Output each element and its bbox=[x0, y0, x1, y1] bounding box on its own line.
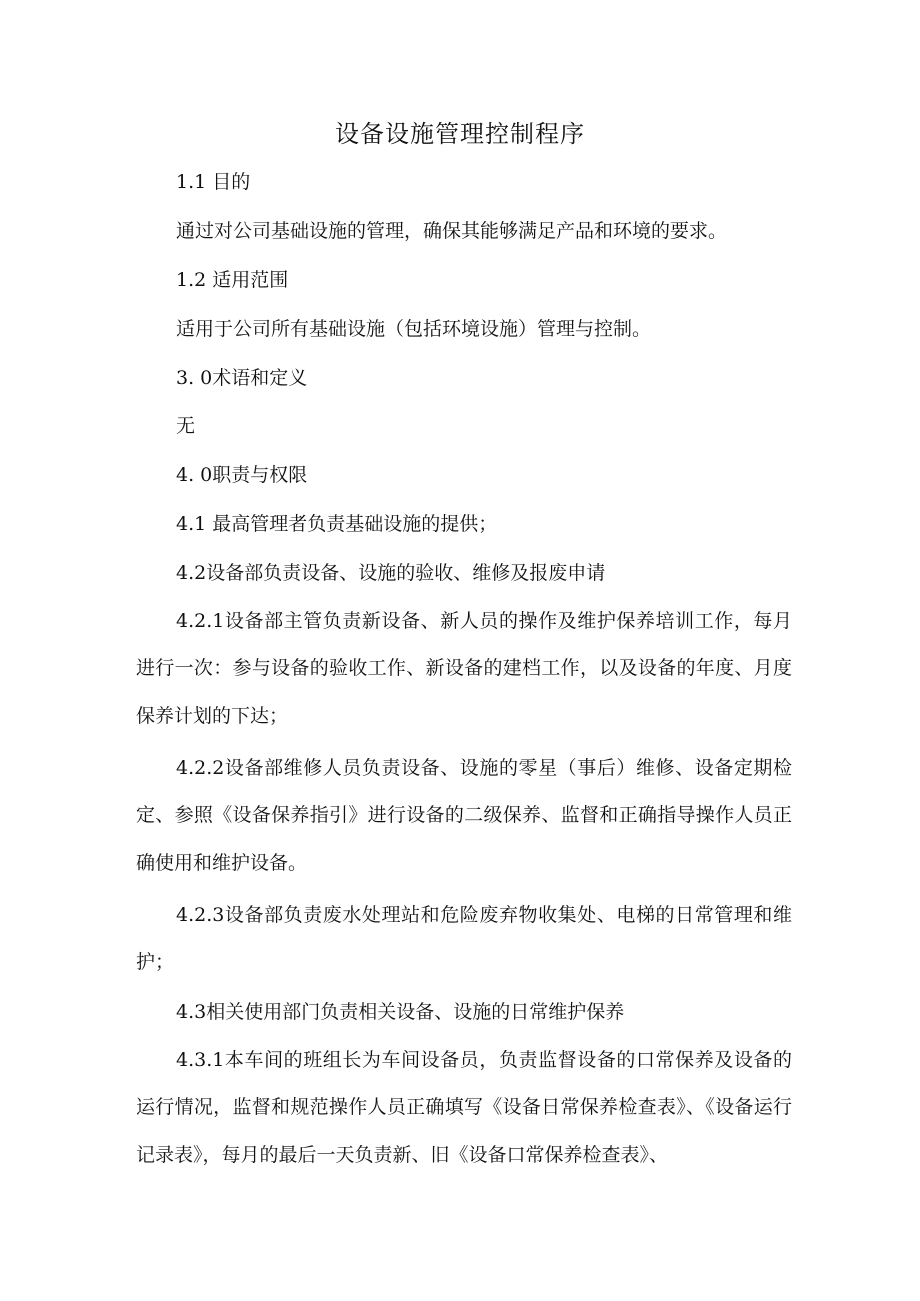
paragraph-4-3-1: 4.3.1本车间的班组长为车间设备员，负责监督设备的口常保养及设备的运行情况，监督和规范操作人员正确填写《设备日常保养检查表》、《设备运行记录表》，每月的最后一天负责新、旧《设备口常保养检查表》、 bbox=[136, 1049, 792, 1166]
document-title: 设备设施管理控制程序 bbox=[335, 120, 585, 148]
paragraph-4-2-3: 4.2.3设备部负责废水处理站和危险废弃物收集处、电梯的日常管理和维护； bbox=[136, 904, 792, 974]
text-purpose: 通过对公司基础设施的管理，确保其能够满足产品和环境的要求。 bbox=[176, 220, 728, 242]
item-4-3: 4.3相关使用部门负责相关设备、设施的日常维护保养 bbox=[176, 1001, 625, 1023]
heading-responsibilities: 4. 0职责与权限 bbox=[176, 464, 308, 486]
paragraph-4-2-2: 4.2.2设备部维修人员负责设备、设施的零星（事后）维修、设备定期检定、参照《设备保养指引》进行设备的二级保养、监督和正确指导操作人员正确使用和维护设备。 bbox=[136, 757, 792, 874]
item-4-1: 4.1 最高管理者负责基础设施的提供； bbox=[176, 513, 498, 535]
text-scope: 适用于公司所有基础设施（包括环境设施）管理与控制。 bbox=[176, 318, 652, 340]
item-4-2: 4.2设备部负责设备、设施的验收、维修及报废申请 bbox=[176, 562, 606, 584]
heading-scope: 1.2 适用范围 bbox=[176, 269, 289, 291]
heading-purpose: 1.1 目的 bbox=[176, 171, 251, 193]
text-terms: 无 bbox=[176, 415, 196, 437]
paragraph-4-2-1: 4.2.1设备部主管负责新设备、新人员的操作及维护保养培训工作，每月进行一次：参与设备的验收工作、新设备的建档工作，以及设备的年度、月度保养计划的下达； bbox=[136, 610, 792, 727]
heading-terms: 3. 0术语和定义 bbox=[176, 367, 308, 389]
